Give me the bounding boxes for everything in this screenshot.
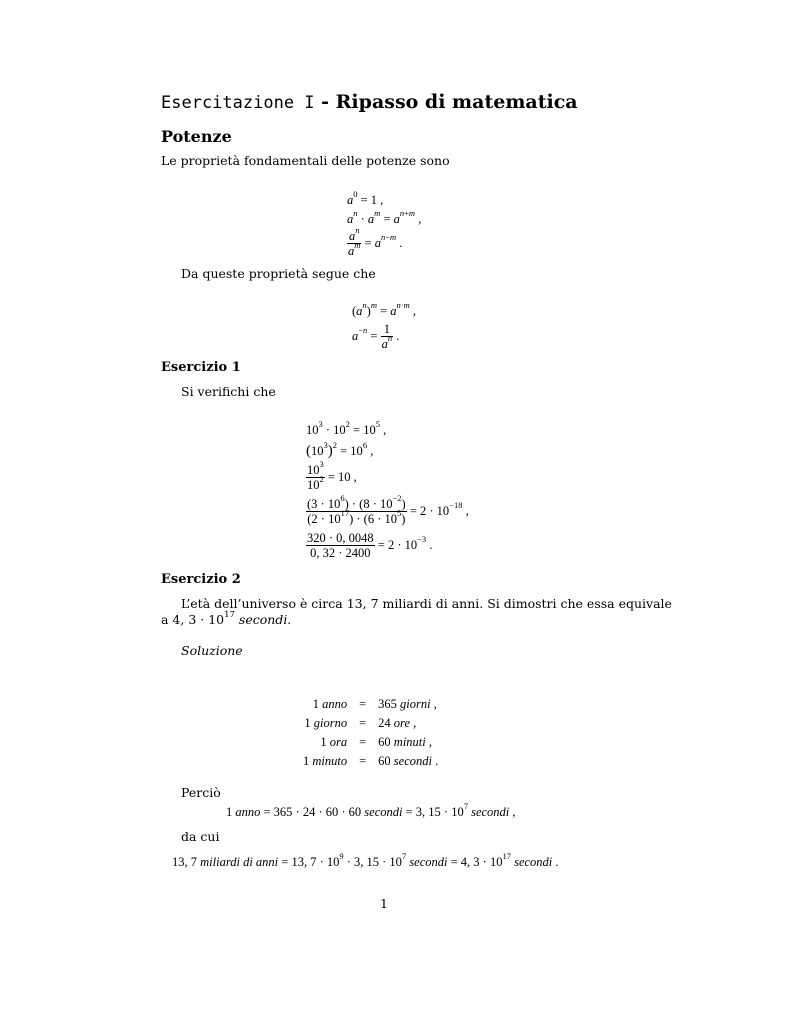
solution-label: Soluzione — [181, 643, 243, 658]
exercise-2-heading: Esercizio 2 — [161, 572, 241, 587]
from-which-label: da cui — [181, 829, 220, 844]
eq-quotient-rule: $\frac{a^n}{a^m}$ = $a^{n-m}$ . — [348, 224, 403, 259]
page-title — [161, 91, 578, 113]
conversion-table — [303, 695, 438, 771]
eq-power-of-power: $(a^n)^m = a^{n\cdot m}$ , — [352, 299, 417, 318]
conversion-row: 1 minuto = 60 secondi . — [303, 754, 439, 768]
section-heading: Potenze — [161, 127, 232, 146]
title-rest: - Ripasso di matematica — [314, 91, 578, 113]
therefore-label: Perciò — [181, 785, 221, 800]
exercise-1-text: Si verifichi che — [181, 384, 276, 399]
eq-product-rule: $a^n \cdot a^m = a^{n+m}$ , — [347, 207, 422, 226]
conversion-row: 1 giorno = 24 ore , — [304, 716, 417, 730]
page-number: 1 — [380, 896, 388, 911]
ex2-line2-post: secondi. — [238, 612, 292, 627]
title-mono: Esercitazione I — [161, 93, 315, 113]
ex1-eq-1: $10^3 \cdot 10^2 = 10^5$ , — [306, 418, 387, 437]
exercise-2-text-line2 — [161, 609, 292, 627]
ex2-line2-exp: 17 — [224, 609, 235, 620]
eq-power-zero: $a^0 = 1$ , — [347, 188, 384, 207]
eq-negative-exponent: $a^{-n}$ = $\frac{1}{a^n}$ . — [352, 322, 400, 352]
intro-paragraph: Le proprietà fondamentali delle potenze sono — [161, 153, 450, 168]
ex2-line2-pre: a 4, 3 · 10 — [161, 612, 225, 627]
ex1-eq-3: $\frac{10^3}{10^2}$ = 10 , — [307, 458, 357, 493]
eq-year-in-seconds: 1 anno = 365 · 24 · 60 · 60 secondi = 3, $15 \cdot 10^7$ secondi , — [226, 800, 516, 819]
ex1-eq-4: $\frac{(3 \cdot 10^6) \cdot (8 \cdot 10^{-2})}{(2 \cdot 10^{17}) \cdot (6 \cdot 10^5)}$ = $2 \cdot 10^{-18}$ , — [307, 492, 469, 527]
conversion-row: 1 anno = 365 giorni , — [312, 697, 437, 711]
conversion-row: 1 ora = 60 minuti , — [320, 735, 432, 749]
ex1-eq-2: $(10^3)^2 = 10^6$ , — [306, 439, 374, 459]
eq-universe-age: 13, 7 miliardi di anni = 13, $7 \cdot 10^9 \cdot 3$, $15 \cdot 10^7$ secondi = 4, $3 \cdot 10^{17}$ secondi . — [172, 850, 559, 869]
exercise-1-heading: Esercizio 1 — [161, 360, 241, 375]
ex1-eq-5: $\frac{320 \cdot 0, 0048}{0, 32 \cdot 2400}$ = $2 \cdot 10^{-3}$ . — [307, 531, 433, 561]
derived-intro: Da queste proprietà segue che — [181, 266, 376, 281]
exercise-2-text-line1: L’età dell’universo è circa 13, 7 miliardi di anni. Si dimostri che essa equivale — [181, 596, 672, 611]
